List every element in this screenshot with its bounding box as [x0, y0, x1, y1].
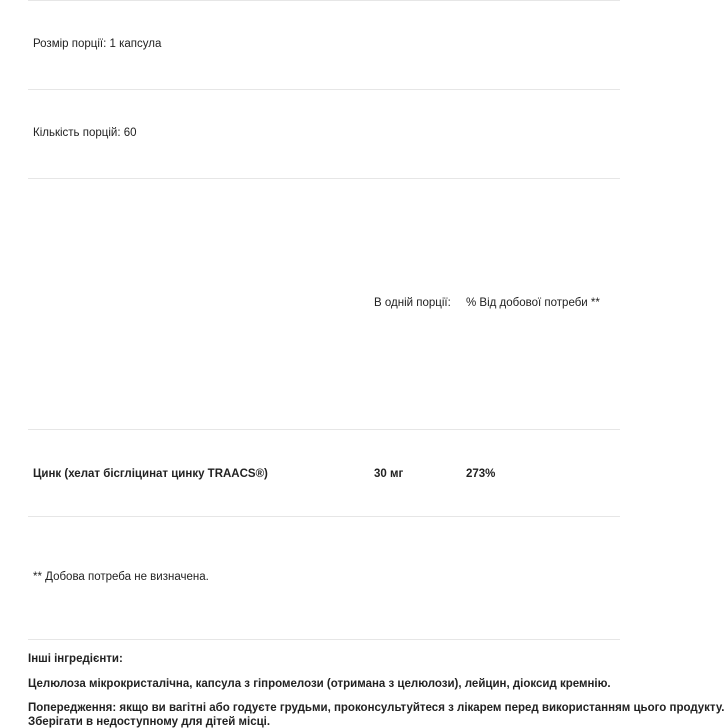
servings-per-container: Кількість порцій: 60 [33, 127, 137, 139]
daily-value-header: % Від добової потреби ** [466, 297, 600, 309]
row-separator [28, 429, 620, 430]
row-separator [28, 178, 620, 179]
nutrient-amount: 30 мг [374, 468, 404, 480]
row-separator [28, 89, 620, 90]
other-ingredients-heading: Інші інгредієнти: [28, 653, 123, 665]
nutrient-name: Цинк (хелат бісгліцинат цинку TRAACS®) [33, 468, 268, 480]
row-separator [28, 516, 620, 517]
other-ingredients-text: Целюлоза мікрокристалічна, капсула з гіпромелози (отримана з целюлози), лейцин, діоксид кремнію. [28, 678, 611, 690]
nutrient-daily-value: 273% [466, 468, 496, 480]
per-serving-header: В одній порції: [374, 297, 451, 309]
warning-text: Попередження: якщо ви вагітні або годуєте грудьми, проконсультуйтеся з лікарем перед використанням цього продукту. [28, 702, 725, 714]
footnote: ** Добова потреба не визначена. [33, 571, 209, 583]
row-separator [28, 0, 620, 1]
storage-text: Зберігати в недоступному для дітей місці. [28, 716, 271, 728]
serving-size: Розмір порції: 1 капсула [33, 38, 162, 50]
row-separator [28, 639, 620, 640]
